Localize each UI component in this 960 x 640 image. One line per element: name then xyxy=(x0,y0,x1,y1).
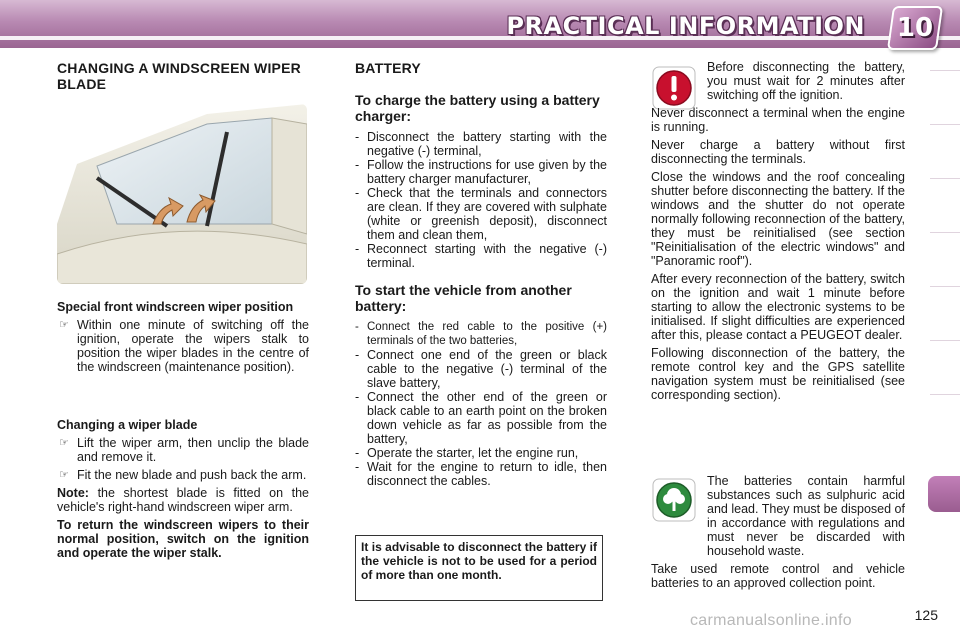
chapter-tab[interactable] xyxy=(930,340,960,373)
environment-intro: The batteries contain harmful substances such as sulphuric acid and lead. They must be disposed of in accordance with regulations and must never be discarded with household waste. xyxy=(707,474,905,558)
special-position-item xyxy=(57,318,309,374)
wiper-section-title: CHANGING A WINDSCREEN WIPER BLADE xyxy=(57,60,301,92)
chapter-tab[interactable] xyxy=(930,70,960,103)
battery-column xyxy=(355,60,607,488)
warnings-column xyxy=(651,60,905,406)
note-label: Note: xyxy=(57,486,89,500)
page-title: PRACTICAL INFORMATION xyxy=(506,12,865,40)
windscreen-wiper-drawing xyxy=(57,104,307,284)
page-header xyxy=(0,0,960,48)
pointing-hand-icon: ☞ xyxy=(59,469,69,481)
chapter-number: 10 xyxy=(896,13,934,43)
list-item: - Reconnect starting with the negative (-) terminal. xyxy=(355,242,607,270)
wiper-column xyxy=(57,60,309,98)
step-item xyxy=(57,468,309,482)
page-number: 125 xyxy=(914,607,938,623)
step-item xyxy=(57,436,309,464)
environment-paragraph: Take used remote control and vehicle batteries to an approved collection point. xyxy=(651,562,905,590)
changing-blade-heading: Changing a wiper blade xyxy=(57,418,198,432)
chapter-tab[interactable] xyxy=(930,394,960,427)
chapter-tab[interactable] xyxy=(930,232,960,265)
chapter-tab[interactable] xyxy=(930,178,960,211)
list-item: - Operate the starter, let the engine run, xyxy=(355,446,607,460)
list-item: - Disconnect the battery starting with the negative (-) terminal, xyxy=(355,130,607,158)
battery-section-title: BATTERY xyxy=(355,60,421,76)
note-text: the shortest blade is fitted on the vehicle's right-hand windscreen wiper arm. xyxy=(57,486,309,514)
step1-text: Lift the wiper arm, then unclip the blade and remove it. xyxy=(77,436,309,464)
return-instruction: To return the windscreen wipers to their normal position, switch on the ignition and operate the wiper stalk. xyxy=(57,518,309,560)
chapter-badge xyxy=(887,6,943,50)
list-item: - Check that the terminals and connectors are clean. If they are covered with sulphate (white or greenish deposit), disconnect them and clean them, xyxy=(355,186,607,242)
advice-box xyxy=(355,535,603,601)
pointing-hand-icon: ☞ xyxy=(59,437,69,449)
list-item: - Connect the red cable to the positive (+) terminals of the two batteries, xyxy=(355,320,607,348)
watermark: carmanualsonline.info xyxy=(690,612,852,629)
windscreen-wiper-illustration xyxy=(57,104,307,284)
charge-list xyxy=(355,130,607,270)
special-position-text: Within one minute of switching off the ignition, operate the wipers stalk to position the wiper blades in the centre of the windscreen (maintenance position). xyxy=(77,318,309,374)
chapter-tab-active[interactable] xyxy=(928,476,960,512)
start-list xyxy=(355,320,607,488)
chapter-tabs xyxy=(928,70,960,610)
pointing-hand-icon: ☞ xyxy=(59,319,69,331)
chapter-tab[interactable] xyxy=(930,124,960,157)
wiper-text xyxy=(57,300,309,564)
special-position-heading: Special front windscreen wiper position xyxy=(57,300,294,314)
warning-paragraph: After every reconnection of the battery, switch on the ignition and wait 1 minute before starting to allow the electronic systems to be initialised. If slight difficulties are experienced after this, please contact a PEUGEOT dealer. xyxy=(651,272,905,342)
warning-paragraph: Never charge a battery without first disconnecting the terminals. xyxy=(651,138,905,166)
environment-text xyxy=(651,474,905,594)
list-item: - Connect one end of the green or black cable to the negative (-) terminal of the slave battery, xyxy=(355,348,607,390)
list-item: - Connect the other end of the green or black cable to an earth point on the broken down vehicle as far as possible from the battery, xyxy=(355,390,607,446)
warning-intro: Before disconnecting the battery, you must wait for 2 minutes after switching off the ignition. xyxy=(707,60,905,102)
warning-paragraph: Following disconnection of the battery, the remote control key and the GPS satellite navigation system must be reinitialised (see corresponding section). xyxy=(651,346,905,402)
advice-text: It is advisable to disconnect the battery if the vehicle is not to be used for a period of more than one month. xyxy=(361,540,597,582)
list-item: - Wait for the engine to return to idle, then disconnect the cables. xyxy=(355,460,607,488)
list-item: - Follow the instructions for use given by the battery charger manufacturer, xyxy=(355,158,607,186)
chapter-tab[interactable] xyxy=(930,286,960,319)
start-heading: To start the vehicle from another battery: xyxy=(355,282,572,314)
warning-paragraph: Close the windows and the roof concealing shutter before disconnecting the battery. If the windows and the shutter do not operate normally following reconnection of the battery, they must be reinitialised (see section "Reinitialisation of the electric windows" and "Panoramic roof"). xyxy=(651,170,905,268)
step2-text: Fit the new blade and push back the arm. xyxy=(77,468,307,482)
warning-paragraph: Never disconnect a terminal when the engine is running. xyxy=(651,106,905,134)
note-paragraph xyxy=(57,486,309,514)
charge-heading: To charge the battery using a battery charger: xyxy=(355,92,600,124)
